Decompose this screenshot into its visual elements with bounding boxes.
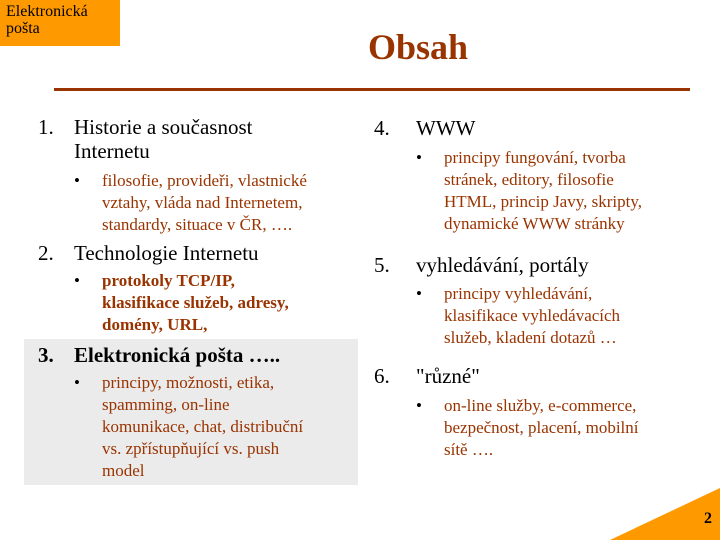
topic-3-bullet-line: principy, možnosti, etika,: [102, 373, 275, 392]
topic-2-bullet-line: domény, URL,: [102, 315, 208, 334]
topic-5-bullet-line: klasifikace vyhledávacích: [444, 306, 621, 325]
topic-4-bullet-line: dynamické WWW stránky: [444, 214, 625, 233]
topic-3-bullet-text: [102, 372, 362, 482]
topic-5-number: 5.: [374, 253, 390, 277]
topic-4-bullet-line: principy fungování, tvorba: [444, 148, 626, 167]
topic-3-bullet-line: vs. zpřístupňující vs. push: [102, 439, 280, 458]
topic-6-bullet-text: [444, 395, 714, 461]
bullet-dot: •: [74, 271, 80, 290]
bullet-dot: •: [416, 396, 422, 415]
topic-3-bullet-line: komunikace, chat, distribuční: [102, 417, 304, 436]
topic-1-bullet-line: filosofie, provideři, vlastnické: [102, 171, 307, 190]
topic-1-bullet-text: [102, 170, 362, 236]
topic-5-bullet-text: [444, 283, 714, 349]
topic-4-label: WWW: [416, 116, 476, 140]
topic-1-label-line1: Historie a současnost: [74, 115, 253, 139]
topic-3-bullet-line: spamming, on-line: [102, 395, 230, 414]
bullet-dot: •: [74, 373, 80, 392]
topic-6-bullet-line: on-line služby, e-commerce,: [444, 396, 637, 415]
topic-2-bullet-line: protokoly TCP/IP,: [102, 271, 235, 290]
page-number: 2: [704, 510, 712, 527]
topic-4-number: 4.: [374, 116, 390, 140]
corner-tag-line2: pošta: [6, 20, 40, 37]
topic-6-bullet-line: bezpečnost, placení, mobilní: [444, 418, 639, 437]
topic-1-bullet-line: standardy, situace v ČR, ….: [102, 215, 293, 234]
corner-tag-line1: Elektronická: [6, 3, 88, 20]
topic-2-bullet-text: [102, 270, 362, 336]
topic-2-label: Technologie Internetu: [74, 241, 259, 265]
topic-3-label: Elektronická pošta …..: [74, 343, 281, 367]
topic-5-bullet-line: služeb, kladení dotazů …: [444, 328, 617, 347]
bullet-dot: •: [416, 284, 422, 303]
topic-1-bullet-line: vztahy, vláda nad Internetem,: [102, 193, 303, 212]
topic-2-bullet-line: klasifikace služeb, adresy,: [102, 293, 289, 312]
bullet-dot: •: [416, 148, 422, 167]
bullet-dot: •: [74, 171, 80, 190]
topic-4-bullet-line: HTML, princip Javy, skripty,: [444, 192, 642, 211]
topic-6-label: "různé": [416, 364, 480, 388]
topic-2-number: 2.: [38, 241, 54, 265]
topic-1-label: [74, 115, 334, 163]
topic-1-label-line2: Internetu: [74, 139, 150, 163]
slide-title: Obsah: [368, 27, 469, 67]
topic-3-bullet-line: model: [102, 461, 145, 480]
topic-5-label: vyhledávání, portály: [416, 253, 589, 277]
topic-5-bullet-line: principy vyhledávání,: [444, 284, 593, 303]
topic-4-bullet-line: stránek, editory, filosofie: [444, 170, 614, 189]
title-divider: [54, 88, 690, 91]
topic-6-bullet-line: sítě ….: [444, 440, 494, 459]
topic-4-bullet-text: [444, 147, 714, 235]
topic-3-number: 3.: [38, 343, 54, 367]
corner-section-tag: [0, 0, 120, 46]
topic-6-number: 6.: [374, 364, 390, 388]
topic-1-number: 1.: [38, 115, 54, 139]
